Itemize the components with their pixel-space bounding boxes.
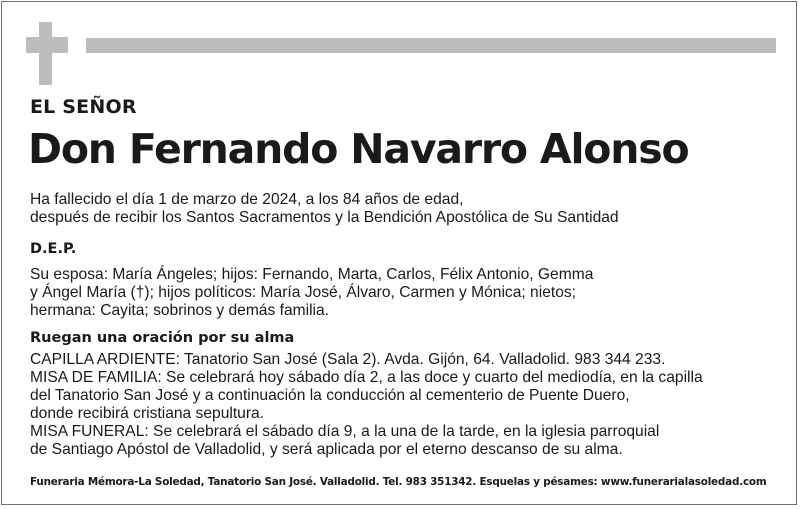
service-line: CAPILLA ARDIENTE: Tanatorio San José (Sala 2). Avda. Gijón, 64. Valladolid. 983 344 233. [30, 351, 666, 368]
family-list [30, 266, 593, 320]
header-rule [86, 38, 776, 53]
service-line: donde recibirá cristiana sepultura. [30, 405, 265, 422]
service-line: MISA FUNERAL: Se celebrará el sábado día 9, a la una de la tarde, en la iglesia parroquial [30, 423, 660, 440]
dep-label: D.E.P. [30, 241, 77, 257]
cross-icon-vertical [39, 22, 52, 85]
funeral-home-footer: Funeraria Mémora-La Soledad, Tanatorio San José. Valladolid. Tel. 983 351342. Esquelas y pésames: www.funerarialasoledad.com [30, 476, 767, 488]
announcement-line: Ha fallecido el día 1 de marzo de 2024, a los 84 años de edad, [30, 191, 464, 208]
deceased-name: Don Fernando Navarro Alonso [28, 125, 689, 173]
cross-icon-horizontal [26, 37, 68, 53]
service-line: de Santiago Apóstol de Valladolid, y será aplicada por el eterno descanso de su alma. [30, 441, 623, 458]
service-line: del Tanatorio San José y a continuación la conducción al cementerio de Puente Duero, [30, 387, 630, 404]
family-line: Su esposa: María Ángeles; hijos: Fernando, Marta, Carlos, Félix Antonio, Gemma [30, 266, 594, 283]
service-line: MISA DE FAMILIA: Se celebrará hoy sábado día 2, a las doce y cuarto del mediodía, en la capilla [30, 369, 703, 386]
announcement-line: después de recibir los Santos Sacramentos y la Bendición Apostólica de Su Santidad [30, 209, 619, 226]
service-details [30, 351, 703, 459]
honorific-prefix: EL SEÑOR [30, 96, 137, 118]
family-line: y Ángel María (†); hijos políticos: María José, Álvaro, Carmen y Mónica; nietos; [30, 284, 576, 301]
prayer-request: Ruegan una oración por su alma [30, 330, 295, 346]
announcement [30, 191, 619, 227]
family-line: hermana: Cayita; sobrinos y demás familia. [30, 302, 330, 319]
